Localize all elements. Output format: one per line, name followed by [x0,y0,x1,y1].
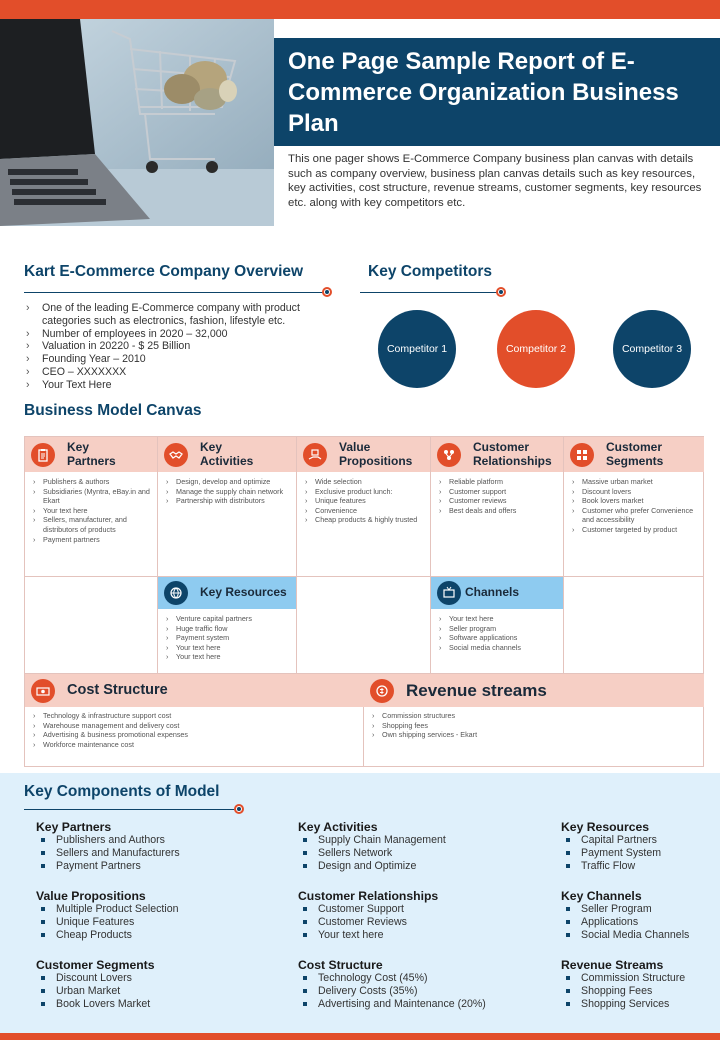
list-item: › Huge traffic flow [166,624,290,634]
cost-structure-header [25,674,364,707]
list-item: › Best deals and offers [439,506,559,516]
customer-relationships-header [431,437,563,472]
list-item: Seller Program [561,903,711,916]
customer-segments-title: Customer Segments [606,440,664,468]
list-item: › Customer who prefer Convenience and accessibility [572,506,700,525]
list-item: › Discount lovers [572,487,700,497]
people-network-icon [437,443,461,467]
component-group-title: Customer Segments [36,958,155,972]
coins-icon [370,679,394,703]
overview-list [24,302,324,392]
list-item: › Sellers, manufacturer, and distributors of products [33,515,153,534]
revenue-streams-header [364,674,704,707]
customer-relationships-list [439,477,559,515]
list-item: Your text here [298,929,538,942]
list-item: › Your text here [166,652,290,662]
list-item: Traffic Flow [561,860,711,873]
list-item: › Founding Year – 2010 [24,353,324,366]
canvas-title: Business Model Canvas [24,402,202,419]
list-item: › Partnership with distributors [166,496,290,506]
list-item: Capital Partners [561,834,711,847]
overview-underline-dot [322,287,332,297]
bottom-accent-bar [0,1033,720,1040]
key-activities-header [158,437,296,472]
list-item: › Warehouse management and delivery cost [33,721,353,731]
list-item: Social Media Channels [561,929,711,942]
list-item: Multiple Product Selection [36,903,266,916]
key-activities-title: Key Activities [200,440,254,468]
handshake-icon [164,443,188,467]
component-group [298,958,548,1011]
customer-relationships-title: Customer Relationships [473,440,552,468]
list-item: › Technology & infrastructure support cost [33,711,353,721]
list-item: Commission Structure [561,972,711,985]
list-item: › Convenience [305,506,425,516]
list-item: › Your Text Here [24,379,324,392]
list-item: Payment System [561,847,711,860]
list-item: › Own shipping services - Ekart [372,730,692,740]
list-item: › Commission structures [372,711,692,721]
cell-empty-right [564,577,704,674]
list-item: › Design, develop and optimize [166,477,290,487]
list-item: Sellers and Manufacturers [36,847,266,860]
list-item: Shopping Services [561,998,711,1011]
list-item: › Wide selection [305,477,425,487]
hero-image [0,19,274,226]
revenue-streams-title: Revenue streams [406,680,547,700]
list-item: › Valuation in 20220 - $ 25 Billion [24,340,324,353]
clipboard-icon [31,443,55,467]
list-item: Sellers Network [298,847,538,860]
overview-title: Kart E-Commerce Company Overview [24,263,304,280]
money-icon [31,679,55,703]
component-group-title: Key Partners [36,820,112,834]
component-group-title: Revenue Streams [561,958,664,972]
component-group-title: Customer Relationships [298,889,439,903]
components-title: Key Components of Model [24,783,220,800]
component-group-title: Key Channels [561,889,642,903]
title-box [274,38,720,146]
competitor-1-badge: Competitor 1 [378,310,456,388]
cost-structure-list [33,711,353,749]
gift-hand-icon [303,443,327,467]
list-item: › Customer support [439,487,559,497]
key-partners-header [25,437,157,472]
channels-title: Channels [465,585,520,600]
list-item: › Software applications [439,633,559,643]
competitor-3-badge: Competitor 3 [613,310,691,388]
list-item: › Advertising & business promotional expenses [33,730,353,740]
component-group-title: Key Activities [298,820,378,834]
component-group-title: Value Propositions [36,889,146,903]
component-group [561,889,711,942]
customer-segments-list [572,477,700,535]
cell-empty-mid [297,577,431,674]
globe-icon [164,581,188,605]
list-item: Customer Support [298,903,538,916]
component-group [561,958,711,1011]
component-group-title: Cost Structure [298,958,383,972]
overview-underline [24,292,327,293]
key-activities-list [166,477,290,506]
competitors-title: Key Competitors [368,263,493,280]
list-item: › Your text here [166,643,290,653]
list-item: Supply Chain Management [298,834,538,847]
list-item: Customer Reviews [298,916,538,929]
list-item: › Unique features [305,496,425,506]
list-item: Shopping Fees [561,985,711,998]
value-propositions-header [297,437,430,472]
list-item: Delivery Costs (35%) [298,985,548,998]
components-underline [24,809,238,810]
list-item: › Reliable platform [439,477,559,487]
list-item: › Book lovers market [572,496,700,506]
competitors-underline-dot [496,287,506,297]
list-item: › Massive urban market [572,477,700,487]
top-accent-bar [0,0,720,19]
customer-segments-header [564,437,704,472]
components-underline-dot [234,804,244,814]
list-item: › Workforce maintenance cost [33,740,353,750]
list-item: › Number of employees in 2020 – 32,000 [24,328,324,341]
list-item: › Cheap products & highly trusted [305,515,425,525]
list-item: › Payment system [166,633,290,643]
business-model-canvas [24,436,704,767]
list-item: Discount Lovers [36,972,266,985]
list-item: › Shopping fees [372,721,692,731]
list-item: › Customer reviews [439,496,559,506]
intro-text: This one pager shows E-Commerce Company business plan canvas with details such as company overview, business plan canvas details such as key resources, key activities, cost structure, revenue streams, customer segments, key resources etc. along with key competitors etc. [288,153,702,209]
tv-icon [437,581,461,605]
competitors-underline [360,292,498,293]
list-item: Applications [561,916,711,929]
list-item: › One of the leading E-Commerce company with product categories such as electronics, fashion, lifestyle etc. [24,302,324,328]
page-title: One Page Sample Report of E-Commerce Organization Business Plan [288,48,679,137]
list-item: Technology Cost (45%) [298,972,548,985]
list-item: › Your text here [33,506,153,516]
key-partners-list [33,477,153,544]
list-item: › Social media channels [439,643,559,653]
list-item: Urban Market [36,985,266,998]
key-resources-title: Key Resources [200,585,287,600]
component-group [298,820,538,873]
list-item: › Publishers & authors [33,477,153,487]
list-item: Design and Optimize [298,860,538,873]
list-item: › Your text here [439,614,559,624]
list-item: Unique Features [36,916,266,929]
cost-structure-title: Cost Structure [67,681,168,698]
key-partners-title: Key Partners [67,440,116,468]
value-propositions-title: Value Propositions [339,440,413,468]
list-item: Cheap Products [36,929,266,942]
list-item: › Payment partners [33,535,153,545]
value-propositions-list [305,477,425,525]
list-item: › Venture capital partners [166,614,290,624]
channels-list [439,614,559,652]
segments-grid-icon [570,443,594,467]
component-group-title: Key Resources [561,820,650,834]
list-item: Publishers and Authors [36,834,266,847]
key-resources-header [158,577,296,609]
list-item: › Subsidiaries (Myntra, eBay.in and Ekart [33,487,153,506]
component-group [36,820,266,873]
list-item: Payment Partners [36,860,266,873]
list-item: Advertising and Maintenance (20%) [298,998,548,1011]
component-group [36,889,266,942]
list-item: › Exclusive product lunch: [305,487,425,497]
channels-header [431,577,563,609]
key-resources-list [166,614,290,662]
list-item: Book Lovers Market [36,998,266,1011]
list-item: › Manage the supply chain network [166,487,290,497]
competitor-2-badge: Competitor 2 [497,310,575,388]
list-item: › Customer targeted by product [572,525,700,535]
list-item: › CEO – XXXXXXX [24,366,324,379]
list-item: › Seller program [439,624,559,634]
component-group [298,889,538,942]
revenue-streams-list [372,711,692,740]
component-group [36,958,266,1011]
component-group [561,820,711,873]
cell-empty-left [25,577,158,674]
